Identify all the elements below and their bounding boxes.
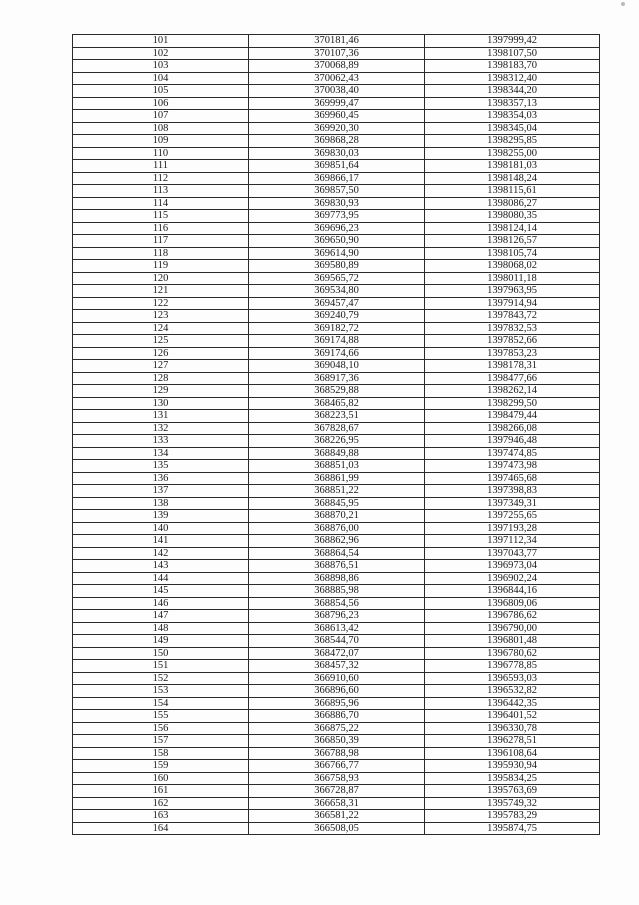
point-number-cell: 137 bbox=[73, 485, 249, 498]
table-row bbox=[73, 510, 600, 523]
y-coordinate-cell: 1398255,00 bbox=[425, 147, 600, 160]
point-number-cell: 101 bbox=[73, 35, 249, 48]
y-coordinate-cell: 1398479,44 bbox=[425, 410, 600, 423]
point-number-cell: 149 bbox=[73, 635, 249, 648]
y-coordinate-cell: 1398105,74 bbox=[425, 247, 600, 260]
point-number-cell: 155 bbox=[73, 710, 249, 723]
point-number-cell: 121 bbox=[73, 285, 249, 298]
y-coordinate-cell: 1397914,94 bbox=[425, 297, 600, 310]
table-row bbox=[73, 772, 600, 785]
x-coordinate-cell: 369048,10 bbox=[249, 360, 425, 373]
point-number-cell: 148 bbox=[73, 622, 249, 635]
y-coordinate-cell: 1396401,52 bbox=[425, 710, 600, 723]
table-row bbox=[73, 97, 600, 110]
y-coordinate-cell: 1398148,24 bbox=[425, 172, 600, 185]
point-number-cell: 142 bbox=[73, 547, 249, 560]
table-row bbox=[73, 622, 600, 635]
x-coordinate-cell: 369868,28 bbox=[249, 135, 425, 148]
table-row bbox=[73, 610, 600, 623]
x-coordinate-cell: 366886,70 bbox=[249, 710, 425, 723]
table-row bbox=[73, 235, 600, 248]
y-coordinate-cell: 1397852,66 bbox=[425, 335, 600, 348]
table-row bbox=[73, 660, 600, 673]
y-coordinate-cell: 1396809,06 bbox=[425, 597, 600, 610]
point-number-cell: 102 bbox=[73, 47, 249, 60]
x-coordinate-cell: 366850,39 bbox=[249, 735, 425, 748]
y-coordinate-cell: 1397255,65 bbox=[425, 510, 600, 523]
table-row bbox=[73, 435, 600, 448]
point-number-cell: 104 bbox=[73, 72, 249, 85]
point-number-cell: 144 bbox=[73, 572, 249, 585]
table-row bbox=[73, 560, 600, 573]
point-number-cell: 130 bbox=[73, 397, 249, 410]
y-coordinate-cell: 1398011,18 bbox=[425, 272, 600, 285]
y-coordinate-cell: 1398086,27 bbox=[425, 197, 600, 210]
point-number-cell: 128 bbox=[73, 372, 249, 385]
x-coordinate-cell: 366766,77 bbox=[249, 760, 425, 773]
x-coordinate-cell: 369960,45 bbox=[249, 110, 425, 123]
table-row bbox=[73, 810, 600, 823]
point-number-cell: 134 bbox=[73, 447, 249, 460]
y-coordinate-cell: 1398299,50 bbox=[425, 397, 600, 410]
table-row bbox=[73, 497, 600, 510]
table-row bbox=[73, 760, 600, 773]
table-row bbox=[73, 747, 600, 760]
table-row bbox=[73, 135, 600, 148]
x-coordinate-cell: 366758,93 bbox=[249, 772, 425, 785]
coordinates-table bbox=[72, 34, 600, 835]
x-coordinate-cell: 368885,98 bbox=[249, 585, 425, 598]
table-row bbox=[73, 85, 600, 98]
x-coordinate-cell: 369182,72 bbox=[249, 322, 425, 335]
y-coordinate-cell: 1398115,61 bbox=[425, 185, 600, 198]
table-row bbox=[73, 122, 600, 135]
y-coordinate-cell: 1398477,66 bbox=[425, 372, 600, 385]
table-row bbox=[73, 372, 600, 385]
table-row bbox=[73, 710, 600, 723]
point-number-cell: 119 bbox=[73, 260, 249, 273]
x-coordinate-cell: 368876,51 bbox=[249, 560, 425, 573]
table-row bbox=[73, 310, 600, 323]
x-coordinate-cell: 369174,88 bbox=[249, 335, 425, 348]
x-coordinate-cell: 369830,03 bbox=[249, 147, 425, 160]
point-number-cell: 123 bbox=[73, 310, 249, 323]
x-coordinate-cell: 368898,86 bbox=[249, 572, 425, 585]
x-coordinate-cell: 368849,88 bbox=[249, 447, 425, 460]
point-number-cell: 107 bbox=[73, 110, 249, 123]
x-coordinate-cell: 366658,31 bbox=[249, 797, 425, 810]
table-row bbox=[73, 722, 600, 735]
x-coordinate-cell: 369565,72 bbox=[249, 272, 425, 285]
table-row bbox=[73, 472, 600, 485]
x-coordinate-cell: 368861,99 bbox=[249, 472, 425, 485]
y-coordinate-cell: 1396973,04 bbox=[425, 560, 600, 573]
y-coordinate-cell: 1397832,53 bbox=[425, 322, 600, 335]
point-number-cell: 109 bbox=[73, 135, 249, 148]
x-coordinate-cell: 369174,66 bbox=[249, 347, 425, 360]
point-number-cell: 138 bbox=[73, 497, 249, 510]
x-coordinate-cell: 366910,60 bbox=[249, 672, 425, 685]
point-number-cell: 164 bbox=[73, 822, 249, 835]
x-coordinate-cell: 368465,82 bbox=[249, 397, 425, 410]
y-coordinate-cell: 1398354,03 bbox=[425, 110, 600, 123]
table-row bbox=[73, 572, 600, 585]
table-row bbox=[73, 222, 600, 235]
table-row bbox=[73, 547, 600, 560]
point-number-cell: 115 bbox=[73, 210, 249, 223]
point-number-cell: 112 bbox=[73, 172, 249, 185]
point-number-cell: 133 bbox=[73, 435, 249, 448]
table-row bbox=[73, 322, 600, 335]
y-coordinate-cell: 1397465,68 bbox=[425, 472, 600, 485]
x-coordinate-cell: 366896,60 bbox=[249, 685, 425, 698]
y-coordinate-cell: 1397474,85 bbox=[425, 447, 600, 460]
y-coordinate-cell: 1397349,31 bbox=[425, 497, 600, 510]
point-number-cell: 129 bbox=[73, 385, 249, 398]
table-row bbox=[73, 35, 600, 48]
y-coordinate-cell: 1396778,85 bbox=[425, 660, 600, 673]
y-coordinate-cell: 1397112,34 bbox=[425, 535, 600, 548]
point-number-cell: 124 bbox=[73, 322, 249, 335]
x-coordinate-cell: 366788,98 bbox=[249, 747, 425, 760]
x-coordinate-cell: 368851,22 bbox=[249, 485, 425, 498]
x-coordinate-cell: 368613,42 bbox=[249, 622, 425, 635]
x-coordinate-cell: 369851,64 bbox=[249, 160, 425, 173]
y-coordinate-cell: 1398266,08 bbox=[425, 422, 600, 435]
point-number-cell: 106 bbox=[73, 97, 249, 110]
point-number-cell: 131 bbox=[73, 410, 249, 423]
x-coordinate-cell: 367828,67 bbox=[249, 422, 425, 435]
y-coordinate-cell: 1398312,40 bbox=[425, 72, 600, 85]
y-coordinate-cell: 1398295,85 bbox=[425, 135, 600, 148]
coordinates-table-body bbox=[73, 35, 600, 835]
y-coordinate-cell: 1395749,32 bbox=[425, 797, 600, 810]
x-coordinate-cell: 368854,56 bbox=[249, 597, 425, 610]
table-row bbox=[73, 285, 600, 298]
point-number-cell: 150 bbox=[73, 647, 249, 660]
y-coordinate-cell: 1397853,23 bbox=[425, 347, 600, 360]
x-coordinate-cell: 368544,70 bbox=[249, 635, 425, 648]
point-number-cell: 146 bbox=[73, 597, 249, 610]
point-number-cell: 161 bbox=[73, 785, 249, 798]
x-coordinate-cell: 368862,96 bbox=[249, 535, 425, 548]
table-row bbox=[73, 585, 600, 598]
table-row bbox=[73, 72, 600, 85]
table-row bbox=[73, 522, 600, 535]
x-coordinate-cell: 369866,17 bbox=[249, 172, 425, 185]
y-coordinate-cell: 1398344,20 bbox=[425, 85, 600, 98]
table-row bbox=[73, 172, 600, 185]
point-number-cell: 114 bbox=[73, 197, 249, 210]
x-coordinate-cell: 368457,32 bbox=[249, 660, 425, 673]
x-coordinate-cell: 370107,36 bbox=[249, 47, 425, 60]
x-coordinate-cell: 368223,51 bbox=[249, 410, 425, 423]
y-coordinate-cell: 1396278,51 bbox=[425, 735, 600, 748]
point-number-cell: 110 bbox=[73, 147, 249, 160]
table-row bbox=[73, 197, 600, 210]
point-number-cell: 125 bbox=[73, 335, 249, 348]
y-coordinate-cell: 1398126,57 bbox=[425, 235, 600, 248]
point-number-cell: 162 bbox=[73, 797, 249, 810]
y-coordinate-cell: 1396844,16 bbox=[425, 585, 600, 598]
point-number-cell: 141 bbox=[73, 535, 249, 548]
point-number-cell: 145 bbox=[73, 585, 249, 598]
point-number-cell: 147 bbox=[73, 610, 249, 623]
table-row bbox=[73, 485, 600, 498]
y-coordinate-cell: 1397193,28 bbox=[425, 522, 600, 535]
y-coordinate-cell: 1396902,24 bbox=[425, 572, 600, 585]
y-coordinate-cell: 1396593,03 bbox=[425, 672, 600, 685]
x-coordinate-cell: 368917,36 bbox=[249, 372, 425, 385]
y-coordinate-cell: 1398178,31 bbox=[425, 360, 600, 373]
scan-dot-mark bbox=[621, 2, 625, 6]
y-coordinate-cell: 1398345,04 bbox=[425, 122, 600, 135]
table-row bbox=[73, 397, 600, 410]
table-row bbox=[73, 297, 600, 310]
table-row bbox=[73, 597, 600, 610]
y-coordinate-cell: 1395834,25 bbox=[425, 772, 600, 785]
y-coordinate-cell: 1398068,02 bbox=[425, 260, 600, 273]
point-number-cell: 126 bbox=[73, 347, 249, 360]
point-number-cell: 139 bbox=[73, 510, 249, 523]
point-number-cell: 160 bbox=[73, 772, 249, 785]
x-coordinate-cell: 369534,80 bbox=[249, 285, 425, 298]
x-coordinate-cell: 366581,22 bbox=[249, 810, 425, 823]
y-coordinate-cell: 1396780,62 bbox=[425, 647, 600, 660]
x-coordinate-cell: 369920,30 bbox=[249, 122, 425, 135]
point-number-cell: 158 bbox=[73, 747, 249, 760]
point-number-cell: 117 bbox=[73, 235, 249, 248]
point-number-cell: 116 bbox=[73, 222, 249, 235]
y-coordinate-cell: 1397473,98 bbox=[425, 460, 600, 473]
point-number-cell: 136 bbox=[73, 472, 249, 485]
y-coordinate-cell: 1398262,14 bbox=[425, 385, 600, 398]
table-row bbox=[73, 685, 600, 698]
y-coordinate-cell: 1395763,69 bbox=[425, 785, 600, 798]
table-row bbox=[73, 110, 600, 123]
y-coordinate-cell: 1395874,75 bbox=[425, 822, 600, 835]
y-coordinate-cell: 1396801,48 bbox=[425, 635, 600, 648]
x-coordinate-cell: 368870,21 bbox=[249, 510, 425, 523]
table-row bbox=[73, 272, 600, 285]
table-row bbox=[73, 147, 600, 160]
table-row bbox=[73, 160, 600, 173]
y-coordinate-cell: 1395783,29 bbox=[425, 810, 600, 823]
table-row bbox=[73, 672, 600, 685]
x-coordinate-cell: 370062,43 bbox=[249, 72, 425, 85]
y-coordinate-cell: 1397398,83 bbox=[425, 485, 600, 498]
table-row bbox=[73, 797, 600, 810]
point-number-cell: 122 bbox=[73, 297, 249, 310]
y-coordinate-cell: 1398357,13 bbox=[425, 97, 600, 110]
point-number-cell: 120 bbox=[73, 272, 249, 285]
x-coordinate-cell: 369580,89 bbox=[249, 260, 425, 273]
x-coordinate-cell: 368876,00 bbox=[249, 522, 425, 535]
table-row bbox=[73, 422, 600, 435]
y-coordinate-cell: 1398107,50 bbox=[425, 47, 600, 60]
table-row bbox=[73, 447, 600, 460]
x-coordinate-cell: 366728,87 bbox=[249, 785, 425, 798]
point-number-cell: 159 bbox=[73, 760, 249, 773]
x-coordinate-cell: 369457,47 bbox=[249, 297, 425, 310]
y-coordinate-cell: 1397999,42 bbox=[425, 35, 600, 48]
y-coordinate-cell: 1398080,35 bbox=[425, 210, 600, 223]
y-coordinate-cell: 1397043,77 bbox=[425, 547, 600, 560]
x-coordinate-cell: 366895,96 bbox=[249, 697, 425, 710]
table-row bbox=[73, 647, 600, 660]
x-coordinate-cell: 369696,23 bbox=[249, 222, 425, 235]
x-coordinate-cell: 369999,47 bbox=[249, 97, 425, 110]
x-coordinate-cell: 370181,46 bbox=[249, 35, 425, 48]
table-row bbox=[73, 410, 600, 423]
x-coordinate-cell: 369830,93 bbox=[249, 197, 425, 210]
point-number-cell: 127 bbox=[73, 360, 249, 373]
point-number-cell: 103 bbox=[73, 60, 249, 73]
table-row bbox=[73, 347, 600, 360]
x-coordinate-cell: 368864,54 bbox=[249, 547, 425, 560]
table-row bbox=[73, 247, 600, 260]
point-number-cell: 132 bbox=[73, 422, 249, 435]
x-coordinate-cell: 369650,90 bbox=[249, 235, 425, 248]
table-row bbox=[73, 185, 600, 198]
y-coordinate-cell: 1398124,14 bbox=[425, 222, 600, 235]
table-row bbox=[73, 335, 600, 348]
y-coordinate-cell: 1397946,48 bbox=[425, 435, 600, 448]
x-coordinate-cell: 368845,95 bbox=[249, 497, 425, 510]
point-number-cell: 118 bbox=[73, 247, 249, 260]
y-coordinate-cell: 1396442,35 bbox=[425, 697, 600, 710]
y-coordinate-cell: 1397843,72 bbox=[425, 310, 600, 323]
x-coordinate-cell: 369773,95 bbox=[249, 210, 425, 223]
y-coordinate-cell: 1395930,94 bbox=[425, 760, 600, 773]
y-coordinate-cell: 1396108,64 bbox=[425, 747, 600, 760]
table-row bbox=[73, 260, 600, 273]
point-number-cell: 143 bbox=[73, 560, 249, 573]
y-coordinate-cell: 1396786,62 bbox=[425, 610, 600, 623]
x-coordinate-cell: 369857,50 bbox=[249, 185, 425, 198]
point-number-cell: 152 bbox=[73, 672, 249, 685]
x-coordinate-cell: 368796,23 bbox=[249, 610, 425, 623]
table-row bbox=[73, 60, 600, 73]
table-row bbox=[73, 735, 600, 748]
y-coordinate-cell: 1396532,82 bbox=[425, 685, 600, 698]
x-coordinate-cell: 369614,90 bbox=[249, 247, 425, 260]
table-row bbox=[73, 635, 600, 648]
table-row bbox=[73, 210, 600, 223]
point-number-cell: 108 bbox=[73, 122, 249, 135]
table-row bbox=[73, 535, 600, 548]
x-coordinate-cell: 368851,03 bbox=[249, 460, 425, 473]
y-coordinate-cell: 1398183,70 bbox=[425, 60, 600, 73]
table-row bbox=[73, 47, 600, 60]
x-coordinate-cell: 370068,89 bbox=[249, 60, 425, 73]
x-coordinate-cell: 368226,95 bbox=[249, 435, 425, 448]
point-number-cell: 151 bbox=[73, 660, 249, 673]
x-coordinate-cell: 370038,40 bbox=[249, 85, 425, 98]
point-number-cell: 113 bbox=[73, 185, 249, 198]
point-number-cell: 135 bbox=[73, 460, 249, 473]
table-row bbox=[73, 460, 600, 473]
point-number-cell: 153 bbox=[73, 685, 249, 698]
point-number-cell: 105 bbox=[73, 85, 249, 98]
table-row bbox=[73, 360, 600, 373]
y-coordinate-cell: 1397963,95 bbox=[425, 285, 600, 298]
x-coordinate-cell: 366875,22 bbox=[249, 722, 425, 735]
y-coordinate-cell: 1398181,03 bbox=[425, 160, 600, 173]
table-row bbox=[73, 385, 600, 398]
x-coordinate-cell: 368472,07 bbox=[249, 647, 425, 660]
point-number-cell: 154 bbox=[73, 697, 249, 710]
point-number-cell: 157 bbox=[73, 735, 249, 748]
table-row bbox=[73, 697, 600, 710]
point-number-cell: 163 bbox=[73, 810, 249, 823]
table-row bbox=[73, 822, 600, 835]
point-number-cell: 140 bbox=[73, 522, 249, 535]
table-row bbox=[73, 785, 600, 798]
y-coordinate-cell: 1396790,00 bbox=[425, 622, 600, 635]
x-coordinate-cell: 369240,79 bbox=[249, 310, 425, 323]
point-number-cell: 111 bbox=[73, 160, 249, 173]
x-coordinate-cell: 366508,05 bbox=[249, 822, 425, 835]
point-number-cell: 156 bbox=[73, 722, 249, 735]
x-coordinate-cell: 368529,88 bbox=[249, 385, 425, 398]
y-coordinate-cell: 1396330,78 bbox=[425, 722, 600, 735]
